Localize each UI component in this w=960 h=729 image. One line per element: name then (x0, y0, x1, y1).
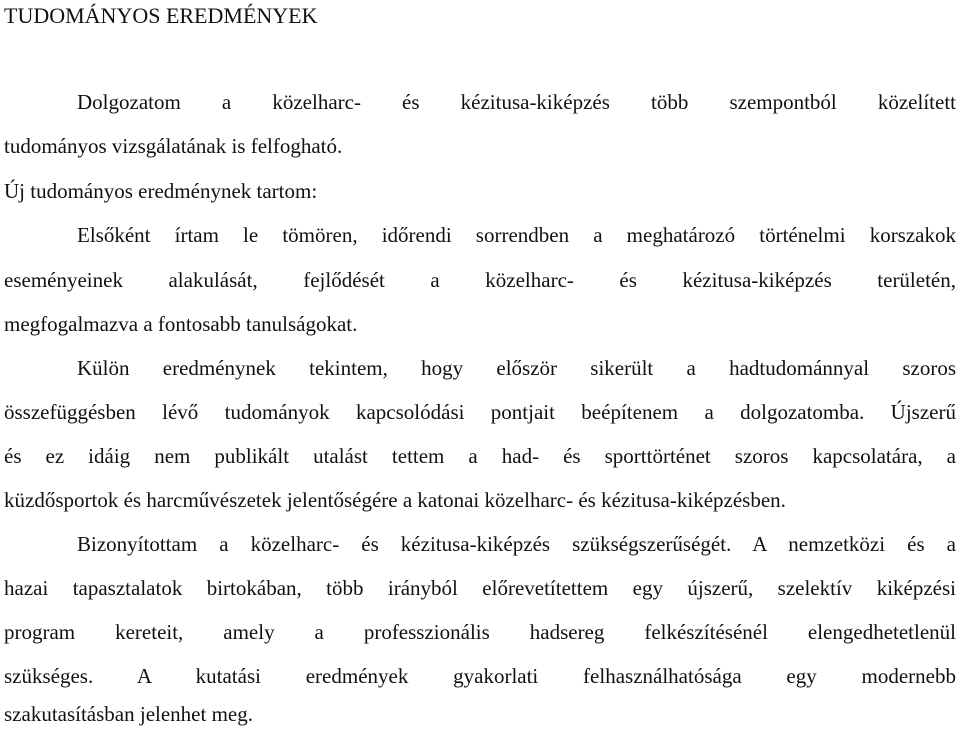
text-line: megfogalmazva a fontosabb tanulságokat. (4, 312, 358, 336)
text-line: eseményeinek alakulását, fejlődését a közelharc- és kézitusa-kiképzés területén, (4, 268, 956, 292)
text-line: Dolgozatom a közelharc- és kézitusa-kiképzés több szempontból közelített (77, 90, 956, 114)
text-line: küzdősportok és harcművészetek jelentőségére a katonai közelharc- és kézitusa-kiképzésben. (4, 488, 786, 512)
text-line: Bizonyítottam a közelharc- és kézitusa-kiképzés szükségszerűségét. A nemzetközi és a (77, 532, 956, 556)
text-line: hazai tapasztalatok birtokában, több irányból előrevetítettem egy újszerű, szelektív kiképzési (4, 576, 956, 600)
page-title: TUDOMÁNYOS EREDMÉNYEK (4, 3, 318, 28)
text-line: és ez idáig nem publikált utalást tettem a had- és sporttörténet szoros kapcsolatára, a (4, 444, 956, 468)
text-line: tudományos vizsgálatának is felfogható. (4, 134, 343, 158)
text-line: szükséges. A kutatási eredmények gyakorlati felhasználhatósága egy modernebb (4, 664, 956, 688)
text-line: program kereteit, amely a professzionális hadsereg felkészítésénél elengedhetetlenül (4, 620, 956, 644)
text-line: Új tudományos eredménynek tartom: (4, 179, 318, 203)
text-line: Elsőként írtam le tömören, időrendi sorrendben a meghatározó történelmi korszakok (77, 223, 956, 247)
text-line: összefüggésben lévő tudományok kapcsolódási pontjait beépítenem a dolgozatomba. Újszerű (4, 400, 956, 424)
text-line: Külön eredménynek tekintem, hogy először sikerült a hadtudománnyal szoros (77, 356, 956, 380)
text-line: szakutasításban jelenhet meg. (4, 702, 253, 726)
